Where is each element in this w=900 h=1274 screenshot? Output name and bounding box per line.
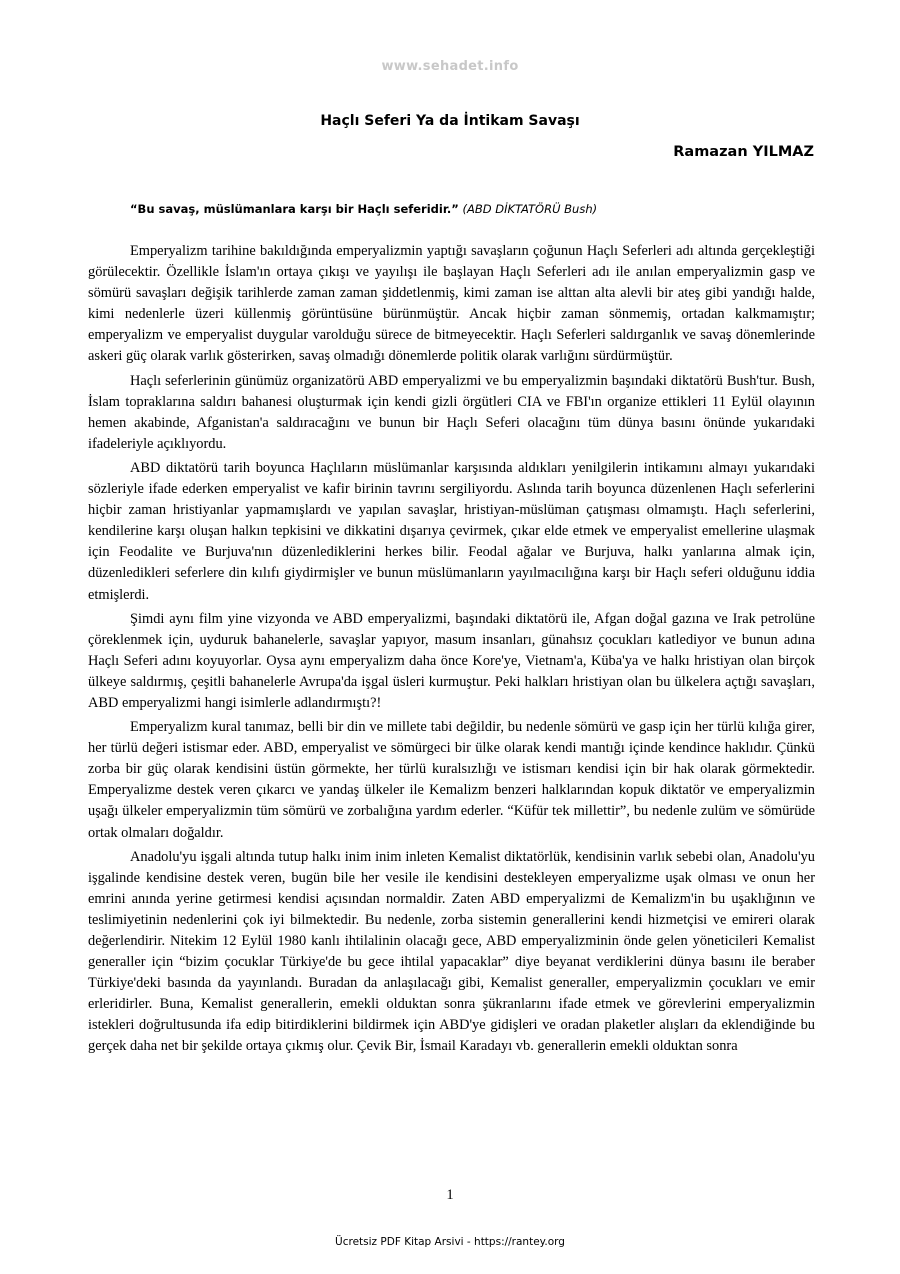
paragraph: Haçlı seferlerinin günümüz organizatörü ABD emperyalizmi ve bu emperyalizmin başındaki diktatörü Bush'tur. Bush, İslam topraklarına saldırı bahanesi oluşturmak için kendi gizli örgütleri CIA ve FBI'ın organize ettikleri 11 Eylül olayının hemen akabinde, Afganistan'a saldıracağını ve bunun bir Haçlı Seferi olacağını tüm dünya basını önünde yukarıdaki ifadeleriyle açıklıyordu. bbox=[88, 372, 815, 452]
article-body bbox=[88, 241, 815, 1061]
footer-source-line: Ücretsiz PDF Kitap Arsivi - https://rantey.org bbox=[335, 1236, 565, 1248]
epigraph-source: (ABD DİKTATÖRÜ Bush) bbox=[462, 202, 598, 216]
paragraph: Emperyalizm tarihine bakıldığında emperyalizmin yaptığı savaşların çoğunun Haçlı Seferleri adı altında gerçekleştiği görülecektir. Özellikle İslam'ın ortaya çıkışı ve yayılışı ile başlayan Haçlı Seferleri adı ile anılan emperyalizmin gasp ve sömürü savaşları değişik tarihlerde zaman zaman şiddetlenmiş, kimi zaman ise alttan alta alevli bir ateş gibi yandığı halde, kimi nedenlerle üzeri küllenmiş görüntüsüne bürünmüştür. Ancak hiçbir zaman sönmemiş, ortadan kalkmamıştır; emperyalizm ve emperyalist duygular varolduğu sürece de bitmeyecektir. Haçlı Seferleri saldırganlık ve savaş dönemlerinde askeri güç olarak varlık gösterirken, savaş olmadığı dönemlerde politik olarak varlığını sürdürmüştür. bbox=[88, 243, 815, 365]
paragraph: ABD diktatörü tarih boyunca Haçlıların müslümanlar karşısında aldıkları yenilgilerin intikamını almayı yukarıdaki sözleriyle ifade ederken emperyalist ve kafir birinin tavrını sergiliyordu. Aslında tarih boyunca düzenlenen Haçlı seferlerini hiçbir zaman hristiyanlar yapmamışlardı ve yapılan savaşlar, hristiyan-müslüman çatışması olmamıştı. Haçlı seferlerini, kendilerine karşı oluşan halkın tepkisini ve dikkatini dışarıya çevirmek, çıkar elde etmek ve emperyalist emellerine ulaşmak için Feodalite ve Burjuva'nın düzenlediklerini herkes bilir. Feodal ağalar ve Burjuva, halkı yanlarına almak için, düzenledikleri seferlere din kılıfı giydirmişler ve bunun müslümanların yayılmacılığına karşı bir Haçlı seferi olduğunu iddia etmişlerdi. bbox=[88, 459, 815, 603]
page-number: 1 bbox=[446, 1187, 454, 1203]
epigraph bbox=[130, 202, 597, 216]
paragraph: Şimdi aynı film yine vizyonda ve ABD emperyalizmi, başındaki diktatörü ile, Afgan doğal gazına ve Irak petrolüne çöreklenmek için, uyduruk bahanelerle, savaşlar yapıyor, masum insanları, günahsız çocukları katlediyor ve bunun adına Haçlı Seferi adını koyuyorlar. Oysa aynı emperyalizm daha önce Kore'ye, Vietnam'a, Küba'ya ve halkı hristiyan olan birçok ülkeye saldırmış, çeşitli bahanelerle Avrupa'da işgal üsleri kurmuştur. Peki halkları hristiyan olan bu ülkelera açtığı savaşları, ABD emperyalizmi hangi isimlerle adlandırmıştı?! bbox=[88, 610, 815, 711]
epigraph-text: “Bu savaş, müslümanlara karşı bir Haçlı seferidir.” bbox=[130, 202, 459, 216]
watermark-url: www.sehadet.info bbox=[381, 59, 519, 74]
page-title: Haçlı Seferi Ya da İntikam Savaşı bbox=[320, 113, 580, 129]
paragraph: Anadolu'yu işgali altında tutup halkı inim inim inleten Kemalist diktatörlük, kendisinin varlık sebebi olan, Anadolu'yu işgalinde kendisine destek veren, bugün bile her vesile ile kendisini destekleyen emperyalizme uşak olması ve onun her emrini anında yerine getirmesi kendisi açısından normaldir. Zaten ABD emperyalizmi de Kemalizm'in bu uşaklığının ve teslimiyetinin nedenlerini çok iyi bilmektedir. Bu nedenle, zorba sistemin generallerini kendi hizmetçisi ve emireri olarak değerlendirir. Nitekim 12 Eylül 1980 kanlı ihtilalinin olacağı gece, ABD emperyalizminin önde gelen yöneticileri Kemalist generaller için “bizim çocuklar Türkiye'de bu gece ihtilal yapacaklar” diye beyanat verdiklerini dünya basını ile beraber Türkiye'deki basında da yayınlandı. Buradan da anlaşılacağı gibi, Kemalist generaller, emperyalizmin çocukları ve emir erleridirler. Buna, Kemalist generallerin, emekli olduktan sonra şükranlarını ifade etmek ve görevlerini emperyalizmin istekleri doğrultusunda ifa edip bitirdiklerini bildirmek için ABD'ye gidişleri ve oradan plaketler alışları da eklendiğinde bu gerçek daha net bir şekilde ortaya çıkmış olur. Çevik Bir, İsmail Karadayı vb. generallerin emekli olduktan sonra bbox=[88, 848, 815, 1055]
paragraph: Emperyalizm kural tanımaz, belli bir din ve millete tabi değildir, bu nedenle sömürü ve gasp için her türlü kılığa girer, her türlü değeri istismar eder. ABD, emperyalist ve sömürgeci bir ülke olarak kendi mantığı içinde kendince haklıdır. Çünkü zorba bir güç olarak kendisini üstün görmekte, her türlü kuralsızlığı ve istismarı kendisi için bir hak olarak görmektedir. Emperyalizme destek veren çıkarcı ve yandaş ülkeler ile Kemalizm benzeri halklarından kopuk diktatör ve emperyalizmin uşağı ülkeler emperyalizmin tüm sömürü ve zorbalığına yardım ederler. “Küfür tek millettir”, bu nedenle zulüm ve sömürüde ortak olmaları doğaldır. bbox=[88, 719, 815, 841]
author-name: Ramazan YILMAZ bbox=[673, 144, 814, 160]
